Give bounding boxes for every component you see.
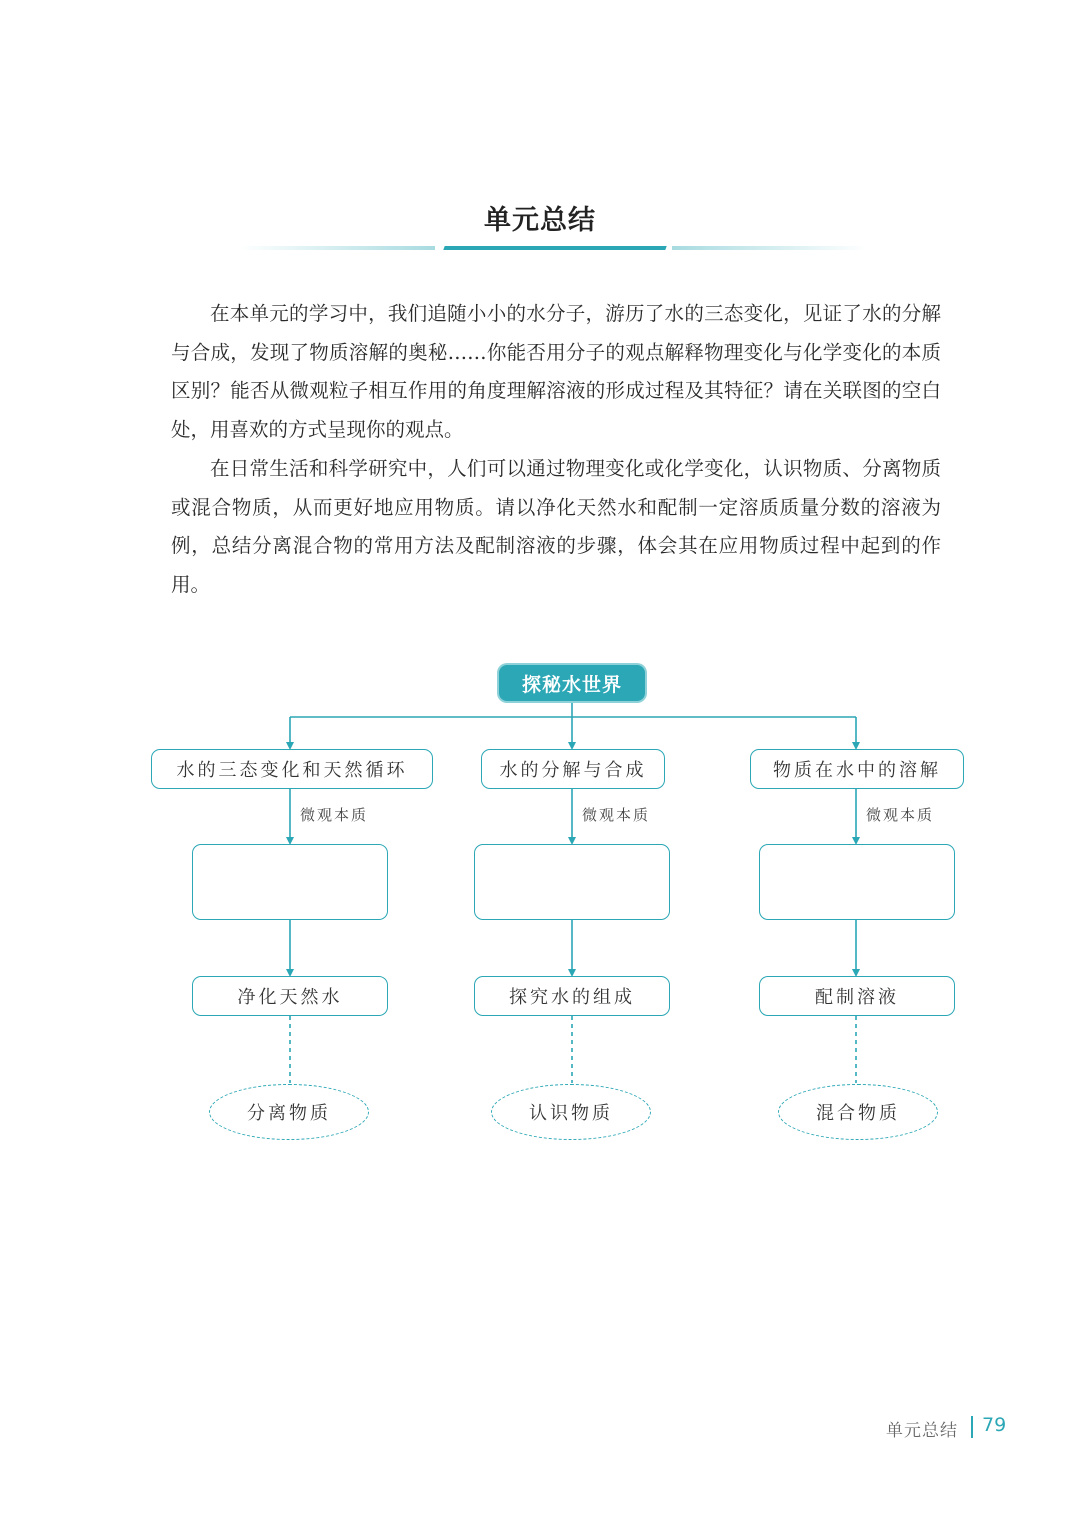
edge-label-2: 微观本质: [582, 806, 651, 824]
edge-label-3: 微观本质: [866, 806, 935, 824]
topic-node-3: 物质在水中的溶解: [750, 749, 964, 789]
intro-paragraph: 在本单元的学习中，我们追随小小的水分子，游历了水的三态变化，见证了水的分解与合成，发现了物质溶解的奥秘……你能否用分子的观点解释物理变化与化学变化的本质区别？能否从微观粒子相互作用的角度理解溶液的形成过程及其特征？请在关联图的空白处，用喜欢的方式呈现你的观点。: [171, 302, 941, 441]
application-node-3: 配制溶液: [759, 976, 955, 1016]
blank-answer-box-3[interactable]: [759, 844, 955, 920]
footer-section-name: 单元总结: [886, 1421, 958, 1441]
blank-answer-box-2[interactable]: [474, 844, 670, 920]
application-node-2: 探究水的组成: [474, 976, 670, 1016]
blank-answer-box-1[interactable]: [192, 844, 388, 920]
application-node-1: 净化天然水: [192, 976, 388, 1016]
footer-divider: [971, 1416, 973, 1438]
purpose-oval-2: 认识物质: [491, 1084, 651, 1140]
topic-node-1: 水的三态变化和天然循环: [151, 749, 433, 789]
page-title: 单元总结: [484, 205, 596, 236]
edge-label-1: 微观本质: [300, 806, 369, 824]
root-node: 探秘水世界: [499, 665, 645, 701]
task-paragraph: 在日常生活和科学研究中，人们可以通过物理变化或化学变化，认识物质、分离物质或混合物质，从而更好地应用物质。请以净化天然水和配制一定溶质质量分数的溶液为例，总结分离混合物的常用方法及配制溶液的步骤，体会其在应用物质过程中起到的作用。: [171, 457, 941, 596]
page-number: 79: [982, 1414, 1007, 1436]
purpose-oval-1: 分离物质: [209, 1084, 369, 1140]
purpose-oval-3: 混合物质: [778, 1084, 938, 1140]
topic-node-2: 水的分解与合成: [481, 749, 665, 789]
